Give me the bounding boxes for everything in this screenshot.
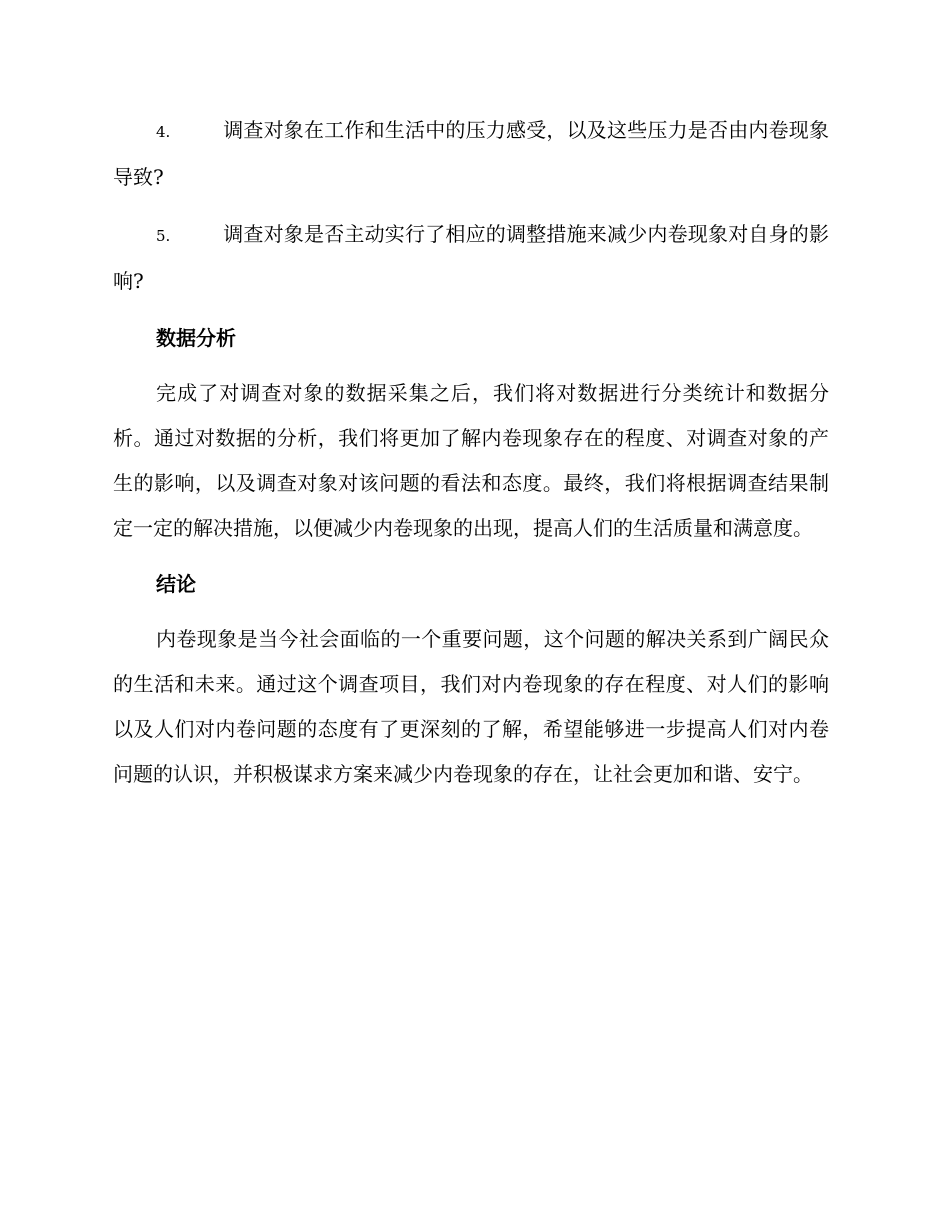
section-paragraph-data-analysis: 完成了对调查对象的数据采集之后，我们将对数据进行分类统计和数据分析。通过对数据的分析，我们将更加了解内卷现象存在的程度、对调查对象的产生的影响，以及调查对象对该问题的看法和态度。最终，我们将根据调查结果制定一定的解决措施，以便减少内卷现象的出现，提高人们的生活质量和满意度。	[113, 381, 829, 540]
document-body	[113, 108, 829, 808]
list-item-number: 4.	[156, 123, 171, 141]
list-item-text: 调查对象在工作和生活中的压力感受，以及这些压力是否由内卷现象导致?	[113, 118, 829, 189]
list-item-text: 调查对象是否主动实行了相应的调整措施来减少内卷现象对自身的影响?	[113, 222, 829, 293]
list-item	[113, 212, 829, 304]
section-heading-conclusion: 结论	[156, 572, 196, 596]
section-heading-data-analysis: 数据分析	[156, 326, 236, 350]
list-item-number: 5.	[156, 227, 171, 245]
section-paragraph-conclusion: 内卷现象是当今社会面临的一个重要问题，这个问题的解决关系到广阔民众的生活和未来。通过这个调查项目，我们对内卷现象的存在程度、对人们的影响以及人们对内卷问题的态度有了更深刻的了解，希望能够进一步提高人们对内卷问题的认识，并积极谋求方案来减少内卷现象的存在，让社会更加和谐、安宁。	[113, 627, 829, 786]
list-item	[113, 108, 829, 200]
